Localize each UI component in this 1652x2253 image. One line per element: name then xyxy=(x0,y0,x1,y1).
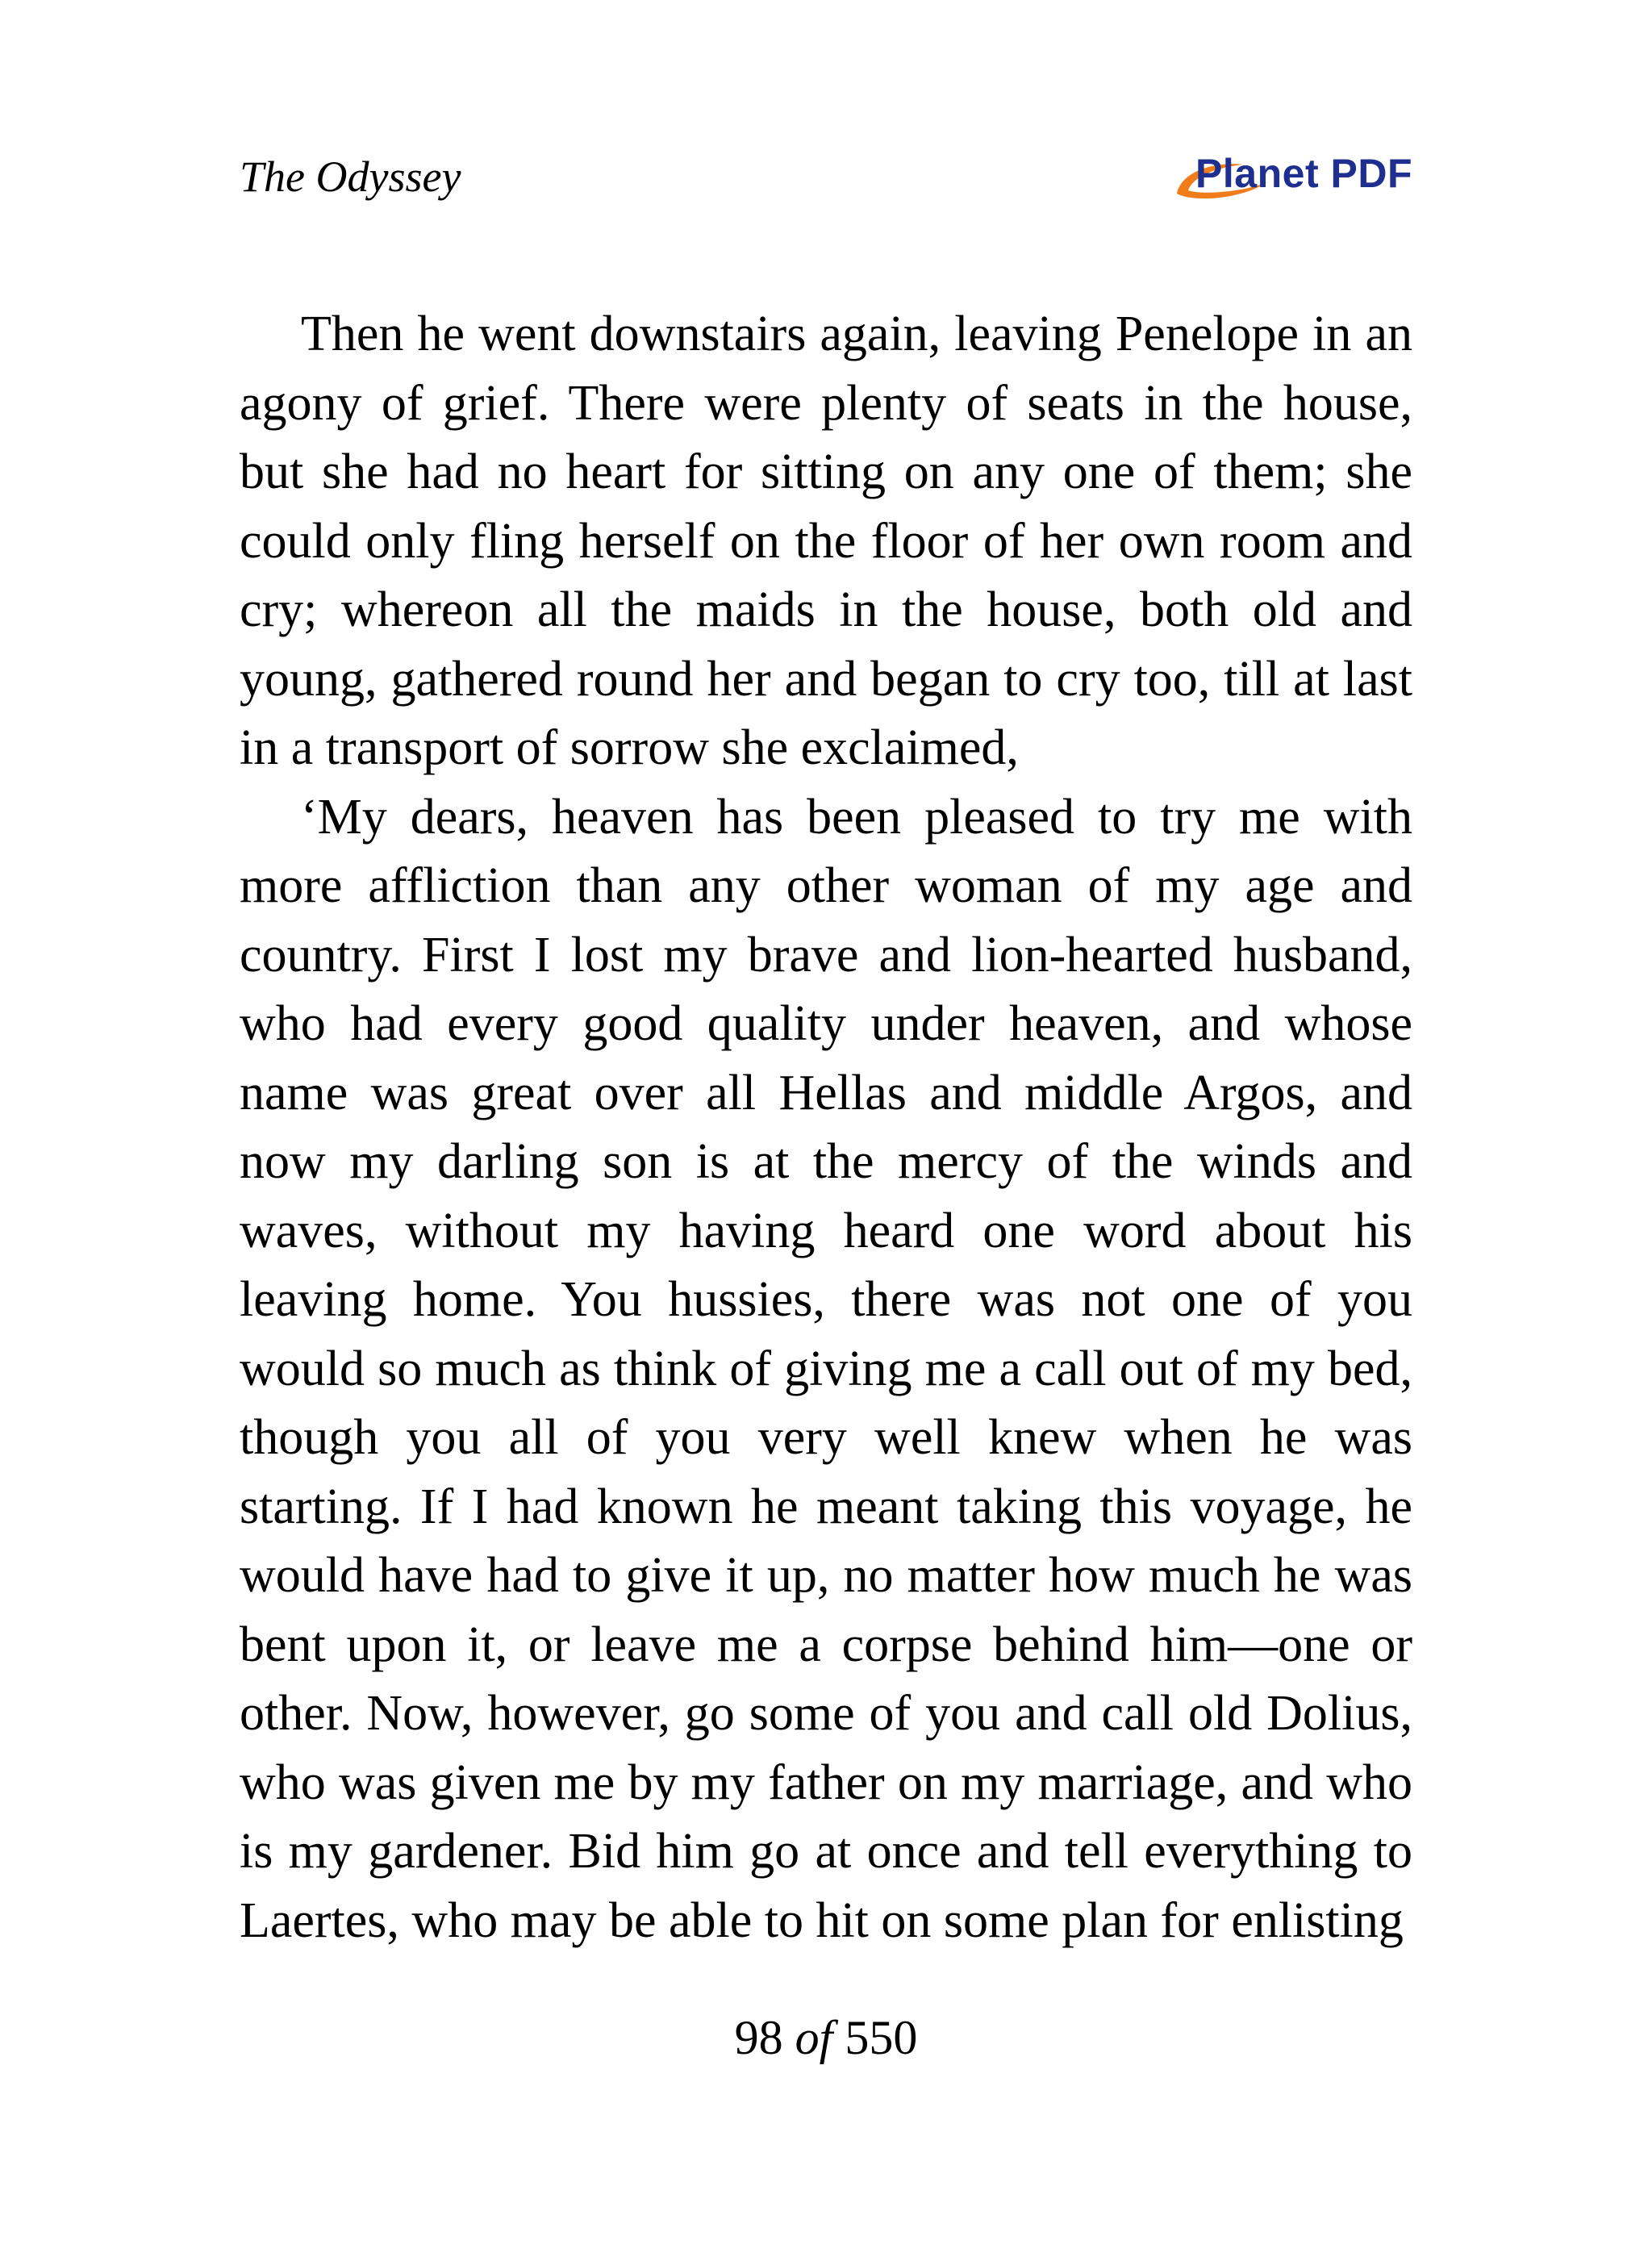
book-title: The Odyssey xyxy=(240,152,461,201)
paragraph: ‘My dears, heaven has been pleased to try me with more affliction than any other woman of my age and country. First I lost my brave and lion-hearted husband, who had every good quality under heaven, and whose name was great over all Hellas and middle Argos, and now my darling son is at the mercy of the winds and waves, without my having heard one word about his leaving home. You hussies, there was not one of you would so much as think of giving me a call out of my bed, though you all of you very well knew when he was starting. If I had known he meant taking this voyage, he would have had to give it up, no matter how much he was bent upon it, or leave me a corpse behind him—one or other. Now, however, go some of you and call old Dolius, who was given me by my father on my marriage, and who is my gardener. Bid him go at once and tell everything to Laertes, who may be able to hit on some plan for enlisting xyxy=(240,789,1412,1948)
logo-text: Planet PDF xyxy=(1195,151,1412,196)
page-of-word: of xyxy=(795,2011,833,2064)
page-number xyxy=(0,2010,1652,2066)
page-header xyxy=(240,145,1412,218)
paragraph: Then he went downstairs again, leaving Penelope in an agony of grief. There were plenty of seats in the house, but she had no heart for sitting on any one of them; she could only fling herself on the floor of her own room and cry; whereon all the maids in the house, both old and young, gathered round her and began to cry too, till at last in a transport of sorrow she exclaimed, xyxy=(240,307,1412,775)
current-page-number: 98 xyxy=(734,2011,783,2064)
total-pages-number: 550 xyxy=(845,2011,918,2064)
page-body xyxy=(240,300,1412,1955)
planet-pdf-logo xyxy=(1170,145,1412,218)
